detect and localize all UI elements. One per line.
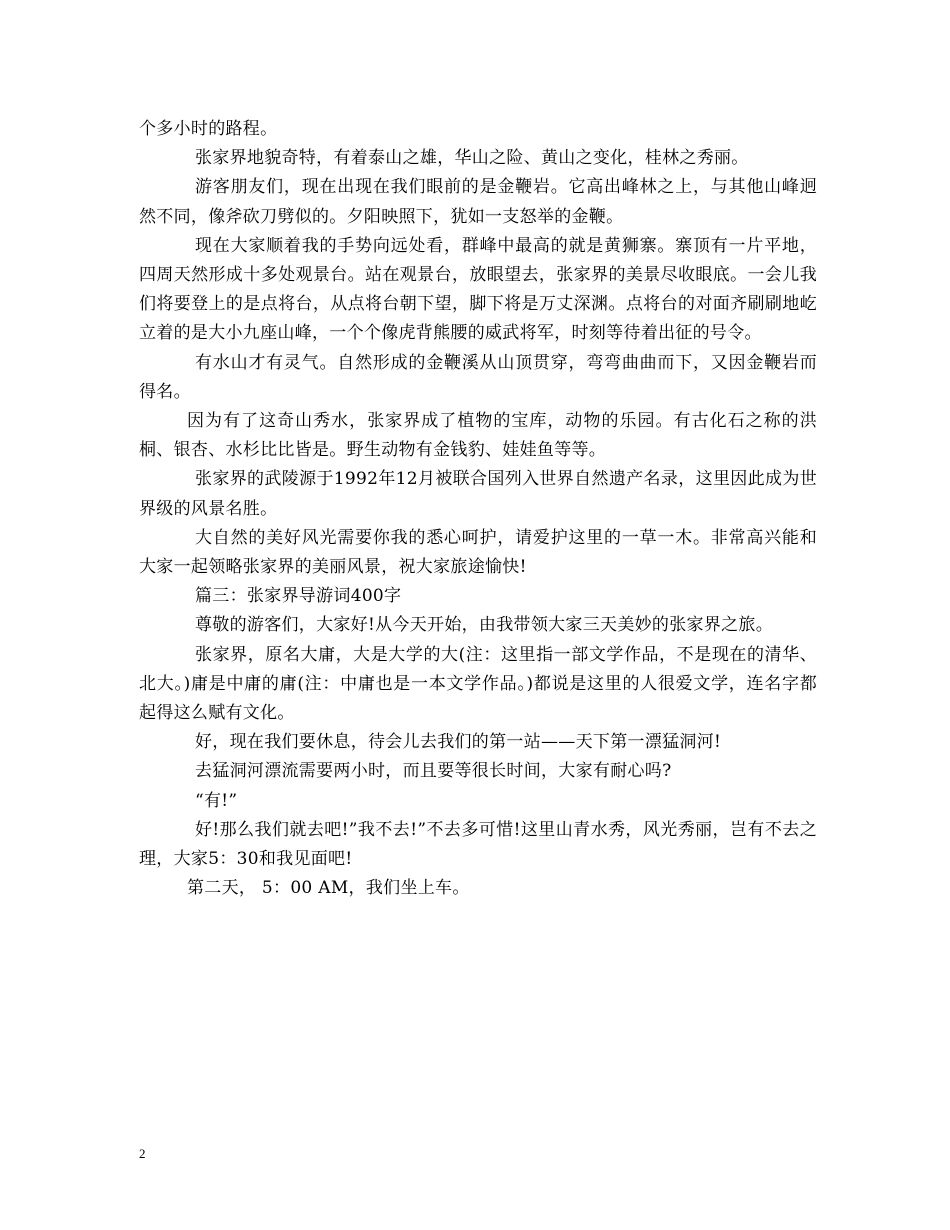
paragraph: 篇三：张家界导游词400字 <box>195 586 402 607</box>
paragraph: 第二天， 5：00 AM，我们坐上车。 <box>187 878 470 899</box>
paragraph: 去猛洞河漂流需要两小时，而且要等很长时间，大家有耐心吗? <box>195 761 672 782</box>
paragraph: 游客朋友们，现在出现在我们眼前的是金鞭岩。它高出峰林之上，与其他山峰迥然不同，像斧砍刀劈似的。夕阳映照下，犹如一支怒举的金鞭。 <box>139 177 817 227</box>
paragraph: 因为有了这奇山秀水，张家界成了植物的宝库，动物的乐园。有古化石之称的洪桐、银杏、水杉比比皆是。野生动物有金钱豹、娃娃鱼等等。 <box>139 411 817 461</box>
paragraph: 好，现在我们要休息，待会儿去我们的第一站——天下第一漂猛洞河! <box>195 732 722 753</box>
paragraph: 有水山才有灵气。自然形成的金鞭溪从山顶贯穿，弯弯曲曲而下，又因金鞭岩而得名。 <box>139 352 817 402</box>
paragraph: 尊敬的游客们，大家好!从今天开始，由我带领大家三天美妙的张家界之旅。 <box>195 615 774 636</box>
page-number: 2 <box>139 1146 146 1161</box>
paragraph: 大自然的美好风光需要你我的悉心呵护，请爱护这里的一草一木。非常高兴能和大家一起领略张家界的美丽风景，祝大家旅途愉快! <box>139 527 817 578</box>
paragraph: “有!” <box>195 790 238 811</box>
body-text <box>139 115 817 903</box>
paragraph: 张家界的武陵源于1992年12月被联合国列入世界自然遗产名录，这里因此成为世界级的风景名胜。 <box>139 469 817 519</box>
paragraph: 好!那么我们就去吧!”我不去!”不去多可惜!这里山青水秀，风光秀丽，岂有不去之理，大家5：30和我见面吧! <box>139 819 817 870</box>
paragraph: 张家界地貌奇特，有着泰山之雄，华山之险、黄山之变化，桂林之秀丽。 <box>195 148 749 169</box>
paragraph: 张家界，原名大庸，大是大学的大(注：这里指一部文学作品，不是现在的清华、北大。)庸是中庸的庸(注：中庸也是一本文学作品。)都说是这里的人很爱文学，连名字都起得这么赋有文化。 <box>139 644 817 724</box>
paragraph: 个多小时的路程。 <box>139 119 278 139</box>
paragraph: 现在大家顺着我的手势向远处看，群峰中最高的就是黄狮寨。寨顶有一片平地，四周天然形成十多处观景台。站在观景台，放眼望去，张家界的美景尽收眼底。一会儿我们将要登上的是点将台，从点将台朝下望，脚下将是万丈深渊。点将台的对面齐刷刷地屹立着的是大小九座山峰，一个个像虎背熊腰的威武将军，时刻等待着出征的号令。 <box>139 235 817 344</box>
